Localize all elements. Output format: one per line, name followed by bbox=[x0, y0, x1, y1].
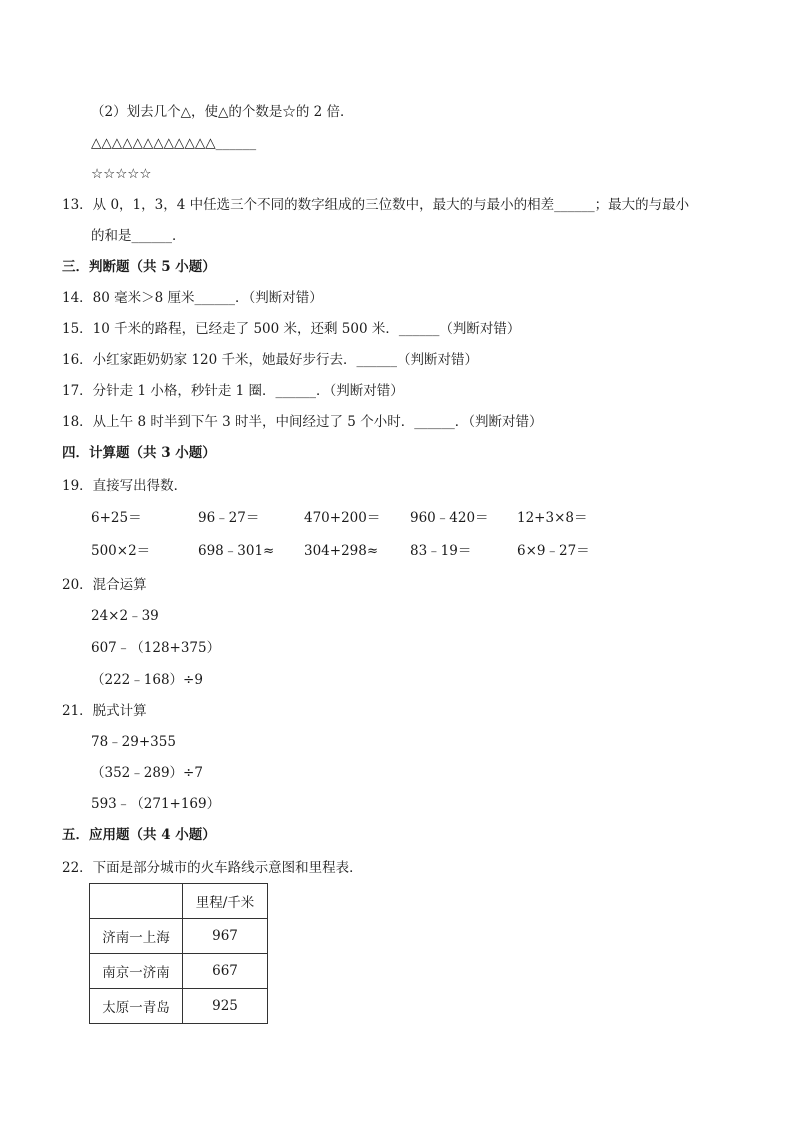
q20-expr-3: （222﹣168）÷9 bbox=[91, 672, 203, 688]
q21-expr-2: （352﹣289）÷7 bbox=[91, 765, 203, 781]
mental-math-item: 698﹣301≈ bbox=[198, 543, 275, 559]
q17: 17．分针走 1 小格，秒针走 1 圈．______．（判断对错） bbox=[62, 383, 404, 399]
q20-expr-1: 24×2﹣39 bbox=[91, 608, 159, 624]
table-cell-route: 济南一上海 bbox=[90, 919, 183, 954]
table-row bbox=[90, 919, 268, 954]
mental-math-item: 500×2＝ bbox=[91, 543, 151, 559]
section-3-heading: 三．判断题（共 5 小题） bbox=[62, 259, 216, 275]
q21: 21．脱式计算 bbox=[62, 703, 147, 719]
section-4-heading: 四．计算题（共 3 小题） bbox=[62, 445, 216, 461]
q20: 20．混合运算 bbox=[62, 577, 147, 593]
table-cell-distance: 667 bbox=[183, 954, 268, 989]
mental-math-item: 83﹣19＝ bbox=[410, 543, 472, 559]
mental-math-item: 304+298≈ bbox=[304, 543, 379, 559]
table-cell-route: 南京一济南 bbox=[90, 954, 183, 989]
mental-math-item: 12+3×8＝ bbox=[517, 510, 588, 526]
q13-line1: 13．从 0，1，3，4 中任选三个不同的数字组成的三位数中，最大的与最小的相差______；最大的与最小 bbox=[62, 197, 690, 213]
table-row bbox=[90, 989, 268, 1024]
section-5-heading: 五．应用题（共 4 小题） bbox=[62, 827, 216, 843]
table-cell-distance: 925 bbox=[183, 989, 268, 1024]
q20-expr-2: 607﹣（128+375） bbox=[91, 640, 221, 656]
table-cell-distance: 967 bbox=[183, 919, 268, 954]
star-row: ☆☆☆☆☆ bbox=[91, 166, 152, 182]
q13-line2: 的和是______． bbox=[91, 228, 186, 244]
mental-math-item: 470+200＝ bbox=[304, 510, 381, 526]
table-header-row bbox=[90, 884, 268, 919]
mileage-table bbox=[89, 883, 268, 1024]
table-header-cell: 里程/千米 bbox=[183, 884, 268, 919]
q18: 18．从上午 8 时半到下午 3 时半，中间经过了 5 个小时．______．（判断对错） bbox=[62, 414, 543, 430]
q22: 22．下面是部分城市的火车路线示意图和里程表． bbox=[62, 860, 363, 876]
q19: 19．直接写出得数． bbox=[62, 478, 188, 494]
table-row bbox=[90, 954, 268, 989]
triangle-row: △△△△△△△△△△△△______ bbox=[91, 135, 257, 151]
mental-math-item: 96﹣27＝ bbox=[198, 510, 260, 526]
table-header-cell bbox=[90, 884, 183, 919]
q15: 15．10 千米的路程，已经走了 500 米，还剩 500 米．______（判断对错） bbox=[62, 321, 521, 337]
mental-math-item: 960﹣420＝ bbox=[410, 510, 489, 526]
q12-part2: （2）划去几个△，使△的个数是☆的 2 倍． bbox=[91, 104, 354, 120]
mental-math-item: 6+25＝ bbox=[91, 510, 142, 526]
q16: 16．小红家距奶奶家 120 千米，她最好步行去．______（判断对错） bbox=[62, 352, 479, 368]
table-cell-route: 太原一青岛 bbox=[90, 989, 183, 1024]
q21-expr-3: 593﹣（271+169） bbox=[91, 796, 221, 812]
q14: 14．80 毫米＞8 厘米______．（判断对错） bbox=[62, 290, 323, 306]
mental-math-item: 6×9﹣27＝ bbox=[517, 543, 590, 559]
q21-expr-1: 78﹣29+355 bbox=[91, 734, 176, 750]
